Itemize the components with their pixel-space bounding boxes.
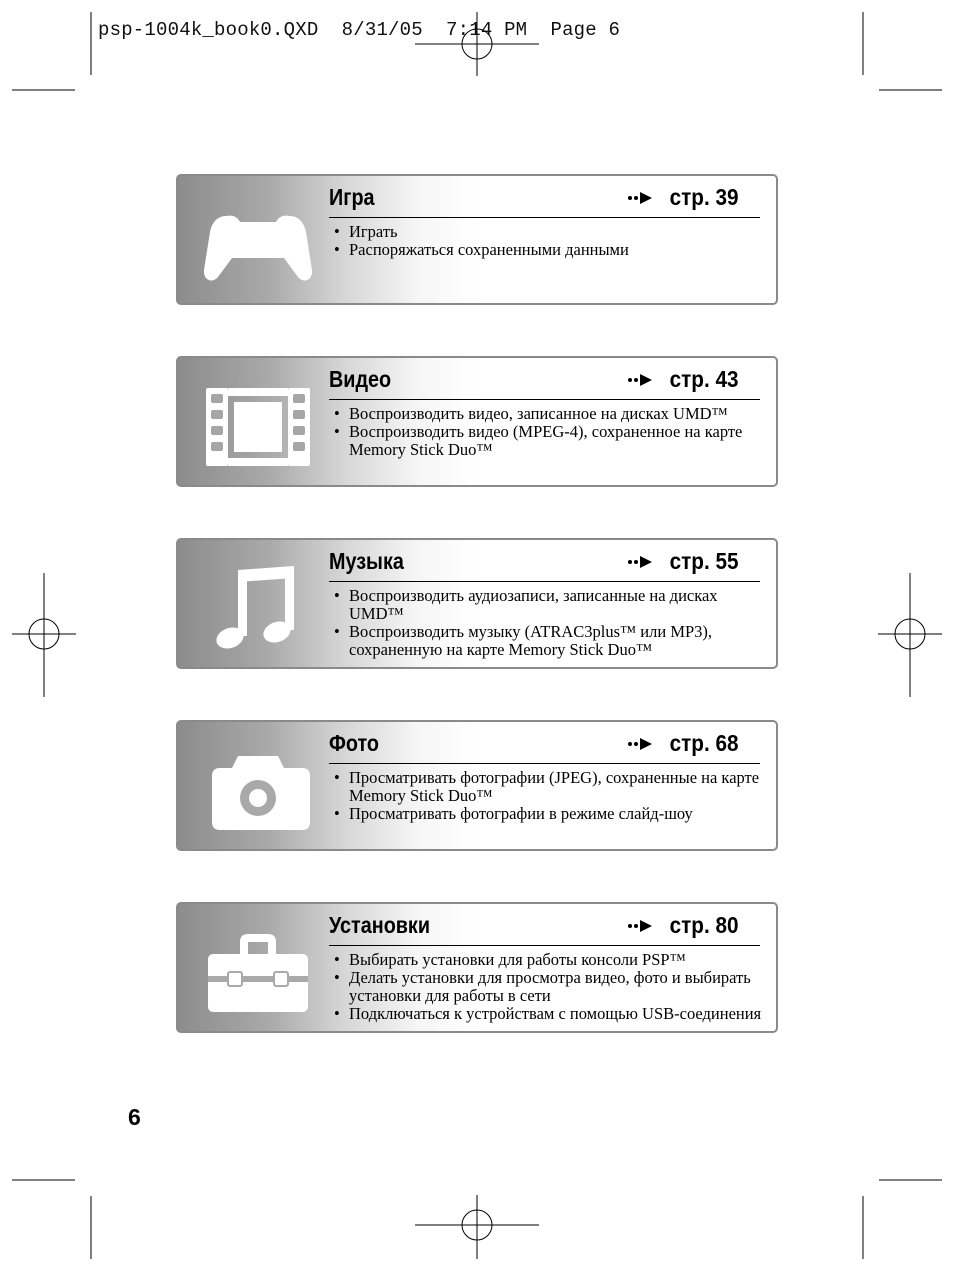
section-card-settings (176, 902, 778, 1033)
list-item: • Воспроизводить видео (MPEG-4), сохраненное на карте Memory Stick Duo™ (332, 423, 776, 459)
list-item: • Подключаться к устройствам с помощью USB-соединения (332, 1005, 776, 1023)
toolbox-icon (198, 928, 318, 1018)
page-reference (628, 730, 738, 757)
list-item: • Играть (332, 223, 629, 241)
list-item: • Распоряжаться сохраненными данными (332, 241, 629, 259)
bullet-list (332, 587, 776, 659)
bullet-list (332, 405, 776, 459)
section-card-photo (176, 720, 778, 851)
page-number: 6 (128, 1104, 141, 1130)
music-note-icon (198, 564, 318, 654)
registration-mark-right (878, 573, 942, 697)
title-rule (329, 763, 760, 764)
section-title: Фото (329, 730, 379, 756)
section-card-video (176, 356, 778, 487)
title-rule (329, 217, 760, 218)
bullet-list (332, 769, 776, 823)
bullet-list (332, 223, 629, 259)
section-card-game (176, 174, 778, 305)
page-reference-text: стр. 80 (669, 912, 738, 938)
section-title: Видео (329, 366, 392, 392)
title-rule (329, 581, 760, 582)
page-reference (628, 912, 738, 939)
list-item: • Воспроизводить музыку (ATRAC3plus™ или MP3), сохраненную на карте Memory Stick Duo™ (332, 623, 776, 659)
page-reference (628, 548, 738, 575)
gamepad-icon (198, 200, 318, 290)
arrow-icon (628, 373, 654, 387)
camera-icon (198, 746, 318, 836)
list-item: • Выбирать установки для работы консоли PSP™ (332, 951, 776, 969)
bullet-list (332, 951, 776, 1023)
page-reference (628, 184, 738, 211)
page-reference-text: стр. 55 (669, 548, 738, 574)
page-reference (628, 366, 738, 393)
registration-mark-top (415, 12, 539, 76)
film-strip-icon (198, 382, 318, 472)
page-reference-text: стр. 68 (669, 730, 738, 756)
page-reference-text: стр. 43 (669, 366, 738, 392)
registration-mark-left (12, 573, 76, 697)
list-item: • Воспроизводить видео, записанное на дисках UMD™ (332, 405, 776, 423)
list-item: • Воспроизводить аудиозаписи, записанные на дисках UMD™ (332, 587, 776, 623)
title-rule (329, 945, 760, 946)
list-item: • Делать установки для просмотра видео, фото и выбирать установки для работы в сети (332, 969, 776, 1005)
arrow-icon (628, 555, 654, 569)
section-title: Музыка (329, 548, 404, 574)
section-title: Установки (329, 912, 430, 938)
list-item: • Просматривать фотографии (JPEG), сохраненные на карте Memory Stick Duo™ (332, 769, 776, 805)
section-card-music (176, 538, 778, 669)
page-reference-text: стр. 39 (669, 184, 738, 210)
slug-line: psp-1004k_book0.QXD 8/31/05 7:14 PM Page 6 (98, 19, 621, 41)
arrow-icon (628, 737, 654, 751)
arrow-icon (628, 191, 654, 205)
arrow-icon (628, 919, 654, 933)
section-title: Игра (329, 184, 375, 210)
title-rule (329, 399, 760, 400)
list-item: • Просматривать фотографии в режиме слайд-шоу (332, 805, 776, 823)
registration-mark-bottom (415, 1195, 539, 1259)
